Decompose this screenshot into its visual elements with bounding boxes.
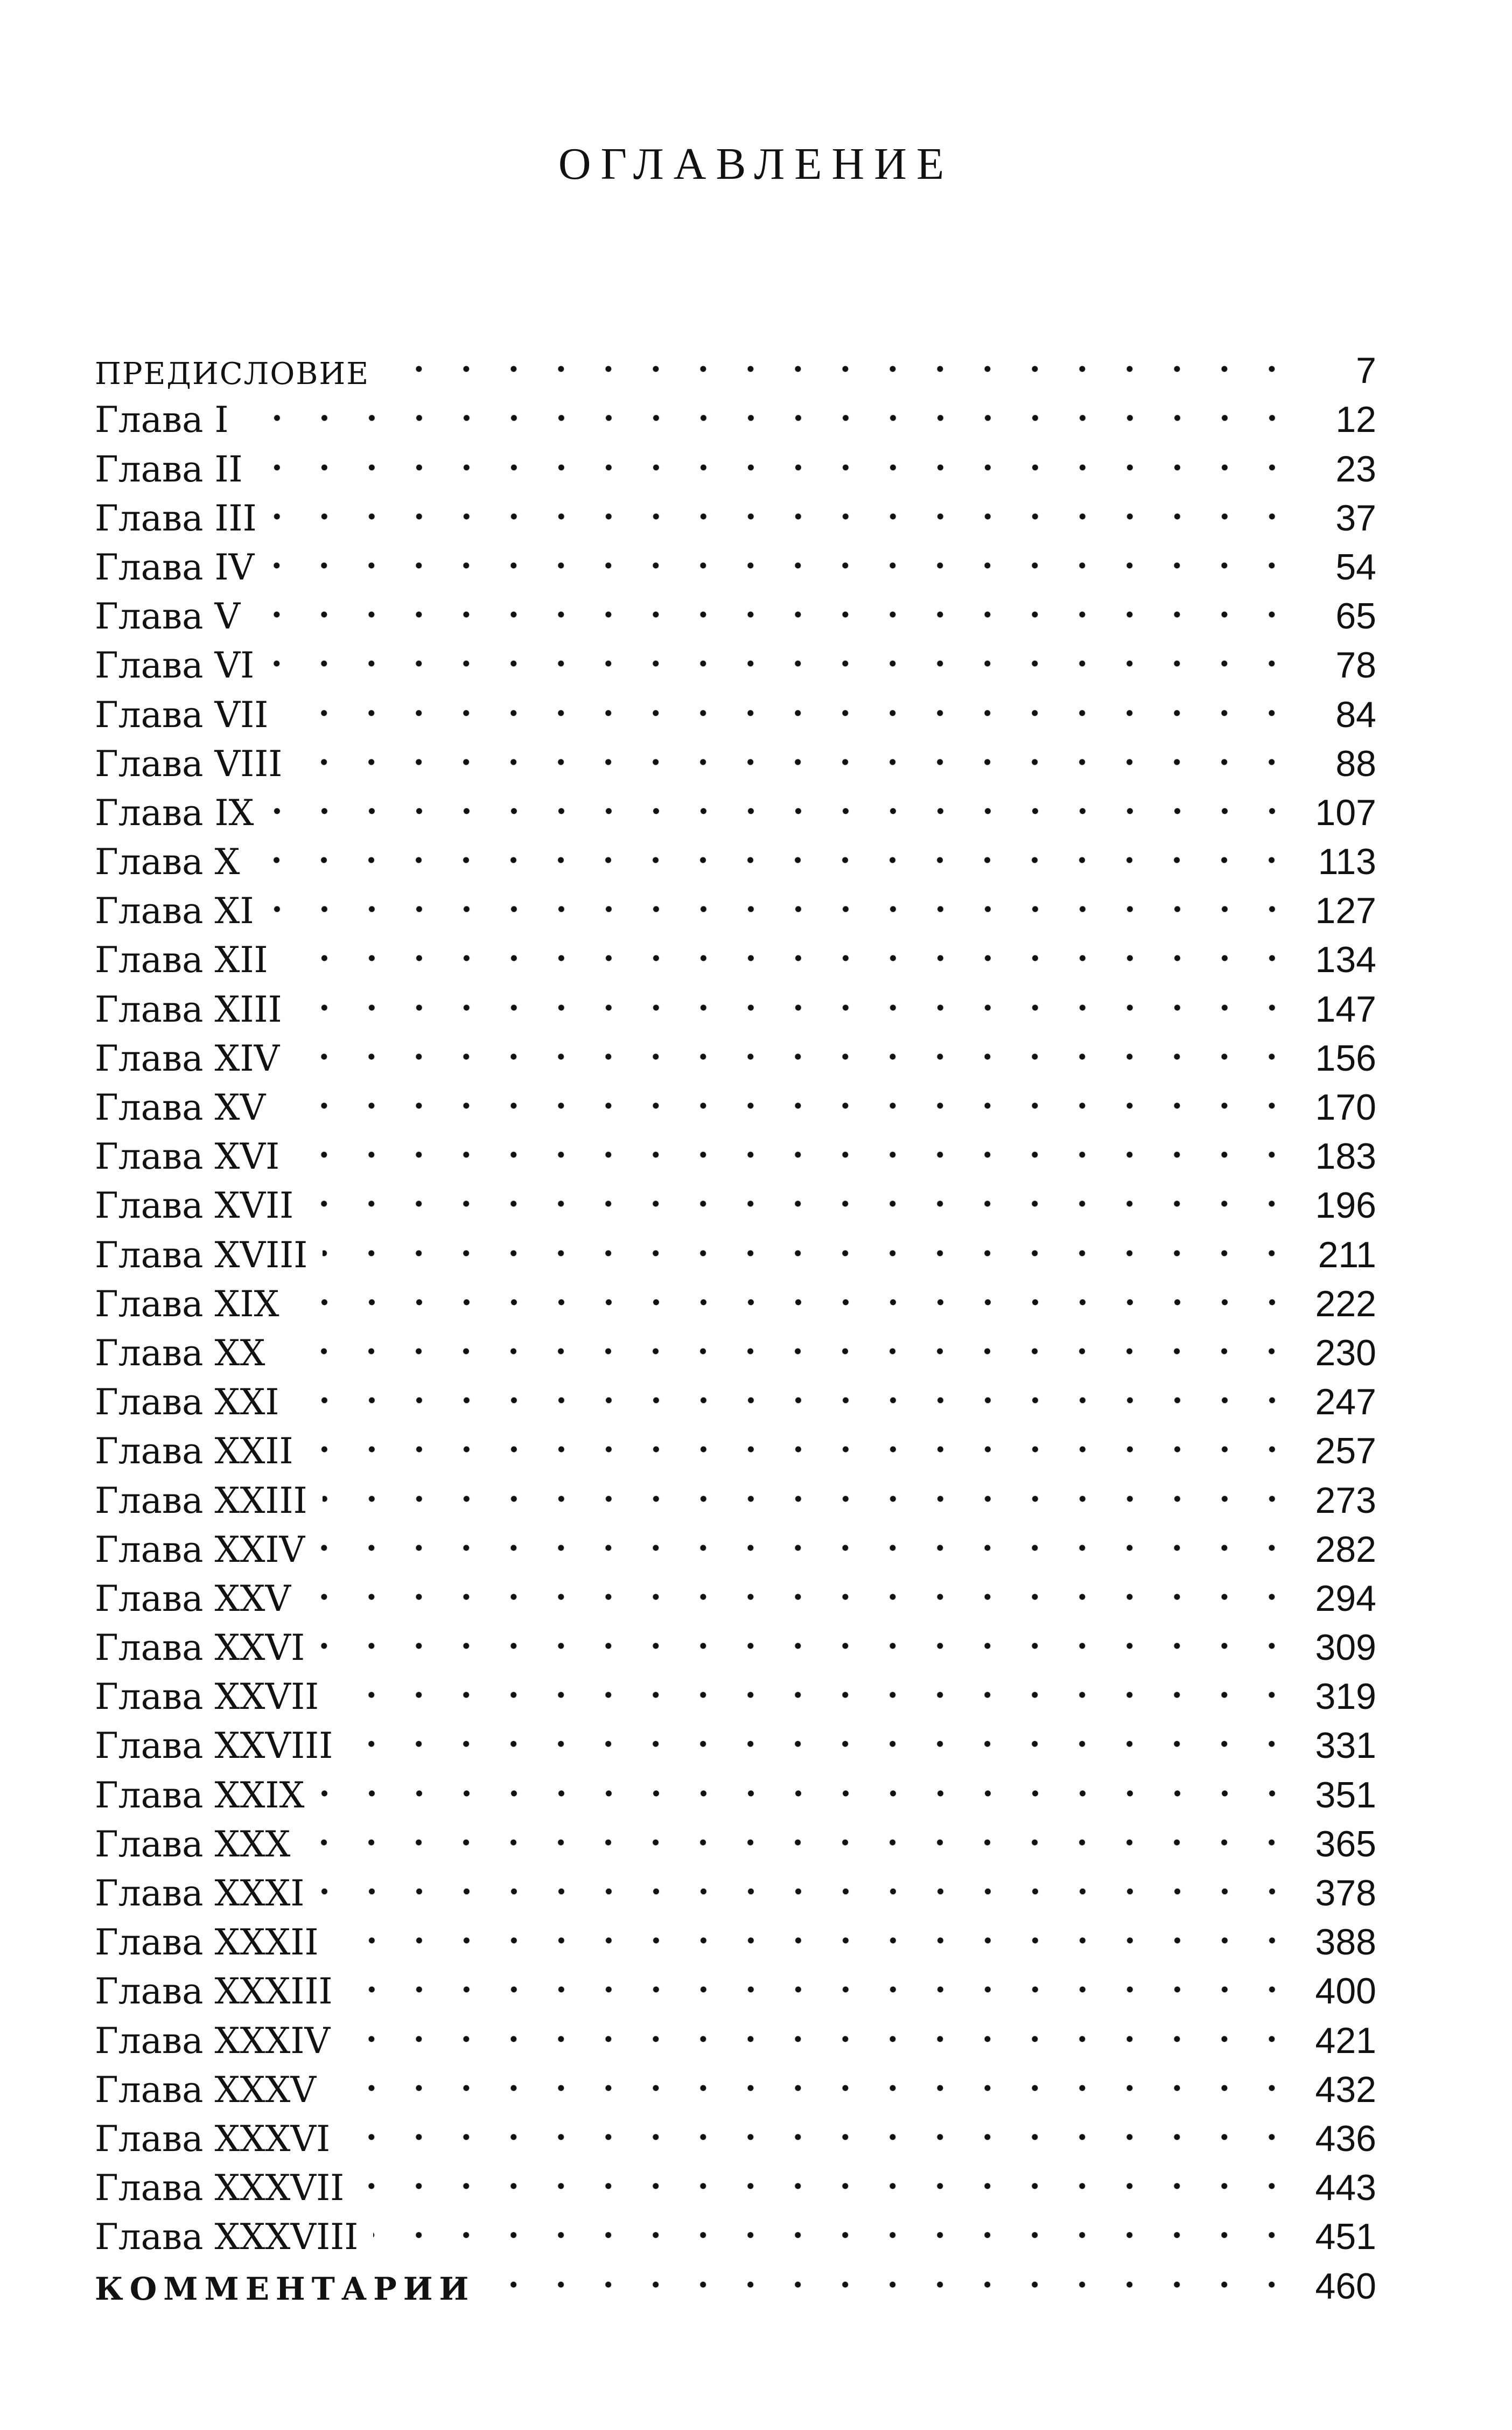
toc-entry-page-number: 12	[1335, 399, 1376, 441]
dot-leader	[320, 1875, 1296, 1908]
toc-entry-label: Глава XXXVI	[95, 2118, 331, 2160]
toc-entry-page-number: 113	[1318, 841, 1376, 883]
toc-entry-page-number: 65	[1335, 596, 1376, 637]
toc-entry-label: Глава VI	[95, 645, 255, 687]
toc-entry-label: Глава XXII	[95, 1430, 293, 1472]
toc-entry-page-number: 247	[1315, 1381, 1376, 1423]
toc-entry-page-number: 107	[1315, 792, 1376, 833]
toc-entry[interactable]	[95, 1865, 1376, 1914]
toc-entry-page-number: 378	[1315, 1873, 1376, 1914]
toc-entry-label: Глава XXXV	[95, 2069, 317, 2111]
toc-entry[interactable]	[95, 2258, 1376, 2307]
toc-entry[interactable]	[95, 1374, 1376, 1423]
toc-entry-label: Глава II	[95, 448, 243, 490]
toc-entry[interactable]	[95, 932, 1376, 981]
toc-entry-page-number: 78	[1335, 645, 1376, 686]
toc-entry[interactable]	[95, 1276, 1376, 1325]
toc-entry[interactable]	[95, 2111, 1376, 2160]
toc-entry-page-number: 134	[1315, 939, 1376, 981]
toc-entry[interactable]	[95, 1766, 1376, 1815]
toc-entry-page-number: 400	[1315, 1971, 1376, 2012]
dot-leader	[281, 1090, 1296, 1122]
toc-entry-page-number: 84	[1335, 694, 1376, 735]
dot-leader	[280, 1335, 1296, 1367]
toc-entry-label: Глава IV	[95, 546, 255, 588]
table-of-contents	[95, 343, 1376, 2307]
toc-entry-page-number: 230	[1315, 1332, 1376, 1373]
toc-entry[interactable]	[95, 1963, 1376, 2012]
toc-entry-page-number: 282	[1315, 1528, 1376, 1570]
toc-entry-label: Глава XXIII	[95, 1479, 307, 1521]
dot-leader	[359, 2170, 1296, 2202]
toc-entry-label: Глава XXI	[95, 1381, 279, 1423]
toc-entry-label: Глава XXX	[95, 1823, 291, 1865]
toc-entry-page-number: 273	[1315, 1479, 1376, 1521]
toc-entry-page-number: 7	[1356, 350, 1376, 392]
toc-entry[interactable]	[95, 834, 1376, 883]
toc-entry-label: ПРЕДИСЛОВИЕ	[95, 357, 370, 392]
dot-leader	[283, 697, 1296, 729]
toc-entry-page-number: 156	[1315, 1037, 1376, 1079]
dot-leader	[323, 1237, 1296, 1269]
dot-leader	[272, 500, 1296, 533]
toc-entry-page-number: 388	[1315, 1922, 1376, 1963]
dot-leader	[490, 2268, 1296, 2301]
toc-entry-label: Глава XI	[95, 890, 254, 932]
toc-entry[interactable]	[95, 785, 1376, 834]
dot-leader	[345, 2121, 1296, 2153]
toc-entry-page-number: 309	[1315, 1627, 1376, 1668]
toc-entry[interactable]	[95, 441, 1376, 490]
toc-entry-label: Глава XXXVIII	[95, 2216, 359, 2258]
dot-leader	[323, 1483, 1296, 1515]
toc-entry-page-number: 432	[1315, 2069, 1376, 2110]
toc-entry[interactable]	[95, 539, 1376, 588]
dot-leader	[244, 402, 1296, 434]
dot-leader	[295, 1041, 1296, 1073]
toc-entry-page-number: 127	[1315, 890, 1376, 932]
dot-leader	[297, 746, 1296, 778]
toc-entry[interactable]	[95, 490, 1376, 539]
toc-entry-label: Глава XXVIII	[95, 1725, 333, 1767]
toc-entry[interactable]	[95, 981, 1376, 1030]
toc-entry-label: Глава XXXVII	[95, 2167, 345, 2209]
toc-entry-label: Глава IX	[95, 792, 254, 834]
toc-entry-page-number: 331	[1315, 1725, 1376, 1766]
toc-entry-label: Глава XXXII	[95, 1922, 319, 1964]
toc-entry[interactable]	[95, 1914, 1376, 1963]
dot-leader	[295, 1139, 1296, 1171]
page-title: ОГЛАВЛЕНИЕ	[558, 139, 954, 190]
dot-leader	[295, 1384, 1296, 1416]
toc-entry-label: Глава XVI	[95, 1136, 280, 1178]
toc-entry[interactable]	[95, 1423, 1376, 1472]
dot-leader	[348, 1728, 1296, 1760]
toc-entry[interactable]	[95, 637, 1376, 686]
toc-entry-label: Глава XXVI	[95, 1627, 305, 1669]
toc-entry-page-number: 23	[1335, 448, 1376, 490]
toc-entry-page-number: 54	[1335, 546, 1376, 588]
toc-entry-page-number: 436	[1315, 2118, 1376, 2159]
toc-entry-label: Глава XV	[95, 1087, 266, 1128]
toc-entry[interactable]	[95, 686, 1376, 735]
dot-leader	[320, 1532, 1296, 1564]
dot-leader	[331, 2072, 1296, 2104]
toc-entry[interactable]	[95, 1472, 1376, 1521]
dot-leader	[309, 1433, 1296, 1465]
toc-entry[interactable]	[95, 1030, 1376, 1079]
toc-entry-page-number: 451	[1315, 2216, 1376, 2258]
toc-entry[interactable]	[95, 2160, 1376, 2209]
toc-entry[interactable]	[95, 1521, 1376, 1570]
toc-entry-label: КОММЕНТАРИИ	[95, 2270, 475, 2307]
dot-leader	[305, 1826, 1296, 1859]
toc-entry[interactable]	[95, 343, 1376, 392]
toc-entry-label: Глава XXIV	[95, 1528, 305, 1570]
toc-entry[interactable]	[95, 1177, 1376, 1226]
toc-entry[interactable]	[95, 1128, 1376, 1177]
toc-entry-label: Глава XIV	[95, 1037, 280, 1079]
toc-entry-label: Глава XII	[95, 939, 268, 981]
toc-entry-label: Глава V	[95, 596, 241, 638]
dot-leader	[269, 549, 1296, 582]
toc-entry[interactable]	[95, 1226, 1376, 1275]
toc-entry-label: Глава XXV	[95, 1577, 291, 1619]
toc-entry-label: Глава XVII	[95, 1185, 294, 1227]
toc-entry[interactable]	[95, 736, 1376, 785]
toc-entry-page-number: 365	[1315, 1823, 1376, 1865]
dot-leader	[269, 893, 1296, 925]
toc-entry-label: Глава XXIX	[95, 1774, 305, 1816]
toc-entry[interactable]	[95, 2209, 1376, 2258]
toc-entry-page-number: 443	[1315, 2167, 1376, 2209]
dot-leader	[345, 2023, 1296, 2055]
dot-leader	[384, 353, 1296, 385]
toc-entry-label: Глава XVIII	[95, 1234, 308, 1276]
toc-entry[interactable]	[95, 1079, 1376, 1128]
dot-leader	[334, 1679, 1296, 1711]
toc-entry-page-number: 319	[1315, 1676, 1376, 1717]
toc-entry-label: Глава X	[95, 841, 240, 883]
toc-entry[interactable]	[95, 1570, 1376, 1619]
dot-leader	[320, 1630, 1296, 1662]
toc-entry[interactable]	[95, 1717, 1376, 1766]
dot-leader	[297, 991, 1296, 1024]
toc-entry-label: Глава XXXIV	[95, 2020, 331, 2062]
toc-entry-page-number: 460	[1315, 2265, 1376, 2307]
dot-leader	[309, 1188, 1296, 1220]
toc-entry-label: Глава XXXI	[95, 1873, 305, 1914]
toc-entry[interactable]	[95, 392, 1376, 441]
toc-entry-page-number: 211	[1318, 1234, 1376, 1275]
dot-leader	[255, 598, 1296, 631]
toc-entry-label: Глава III	[95, 497, 257, 539]
toc-entry-page-number: 222	[1315, 1283, 1376, 1324]
toc-entry[interactable]	[95, 1619, 1376, 1668]
toc-entry-page-number: 147	[1315, 988, 1376, 1030]
toc-entry-page-number: 257	[1315, 1430, 1376, 1472]
dot-leader	[269, 647, 1296, 680]
toc-entry-label: Глава XXVII	[95, 1676, 319, 1718]
dot-leader	[334, 1924, 1296, 1957]
toc-entry[interactable]	[95, 883, 1376, 932]
toc-entry-page-number: 170	[1315, 1087, 1376, 1128]
toc-entry[interactable]	[95, 2062, 1376, 2111]
dot-leader	[283, 942, 1296, 974]
toc-entry-label: Глава VII	[95, 694, 269, 736]
dot-leader	[269, 795, 1296, 827]
toc-entry[interactable]	[95, 2012, 1376, 2061]
toc-entry-label: Глава XX	[95, 1332, 265, 1374]
dot-leader	[348, 1973, 1296, 2006]
toc-entry-page-number: 421	[1315, 2020, 1376, 2061]
toc-entry-label: Глава XXXIII	[95, 1971, 333, 2013]
dot-leader	[306, 1581, 1296, 1613]
dot-leader	[255, 844, 1296, 876]
toc-entry-page-number: 294	[1315, 1577, 1376, 1619]
toc-entry-page-number: 351	[1315, 1774, 1376, 1815]
dot-leader	[320, 1777, 1296, 1810]
dot-leader	[258, 451, 1296, 484]
toc-entry[interactable]	[95, 1816, 1376, 1865]
toc-entry-page-number: 88	[1335, 743, 1376, 784]
dot-leader	[373, 2219, 1296, 2251]
toc-entry-label: Глава I	[95, 399, 229, 441]
toc-entry-page-number: 37	[1335, 497, 1376, 539]
toc-entry-page-number: 196	[1315, 1185, 1376, 1226]
toc-entry-label: Глава VIII	[95, 743, 283, 785]
toc-entry[interactable]	[95, 1325, 1376, 1374]
toc-entry-page-number: 183	[1315, 1136, 1376, 1177]
toc-entry-label: Глава XIX	[95, 1283, 279, 1325]
toc-entry[interactable]	[95, 1668, 1376, 1717]
dot-leader	[295, 1286, 1296, 1318]
toc-entry[interactable]	[95, 588, 1376, 637]
toc-entry-label: Глава XIII	[95, 988, 282, 1030]
